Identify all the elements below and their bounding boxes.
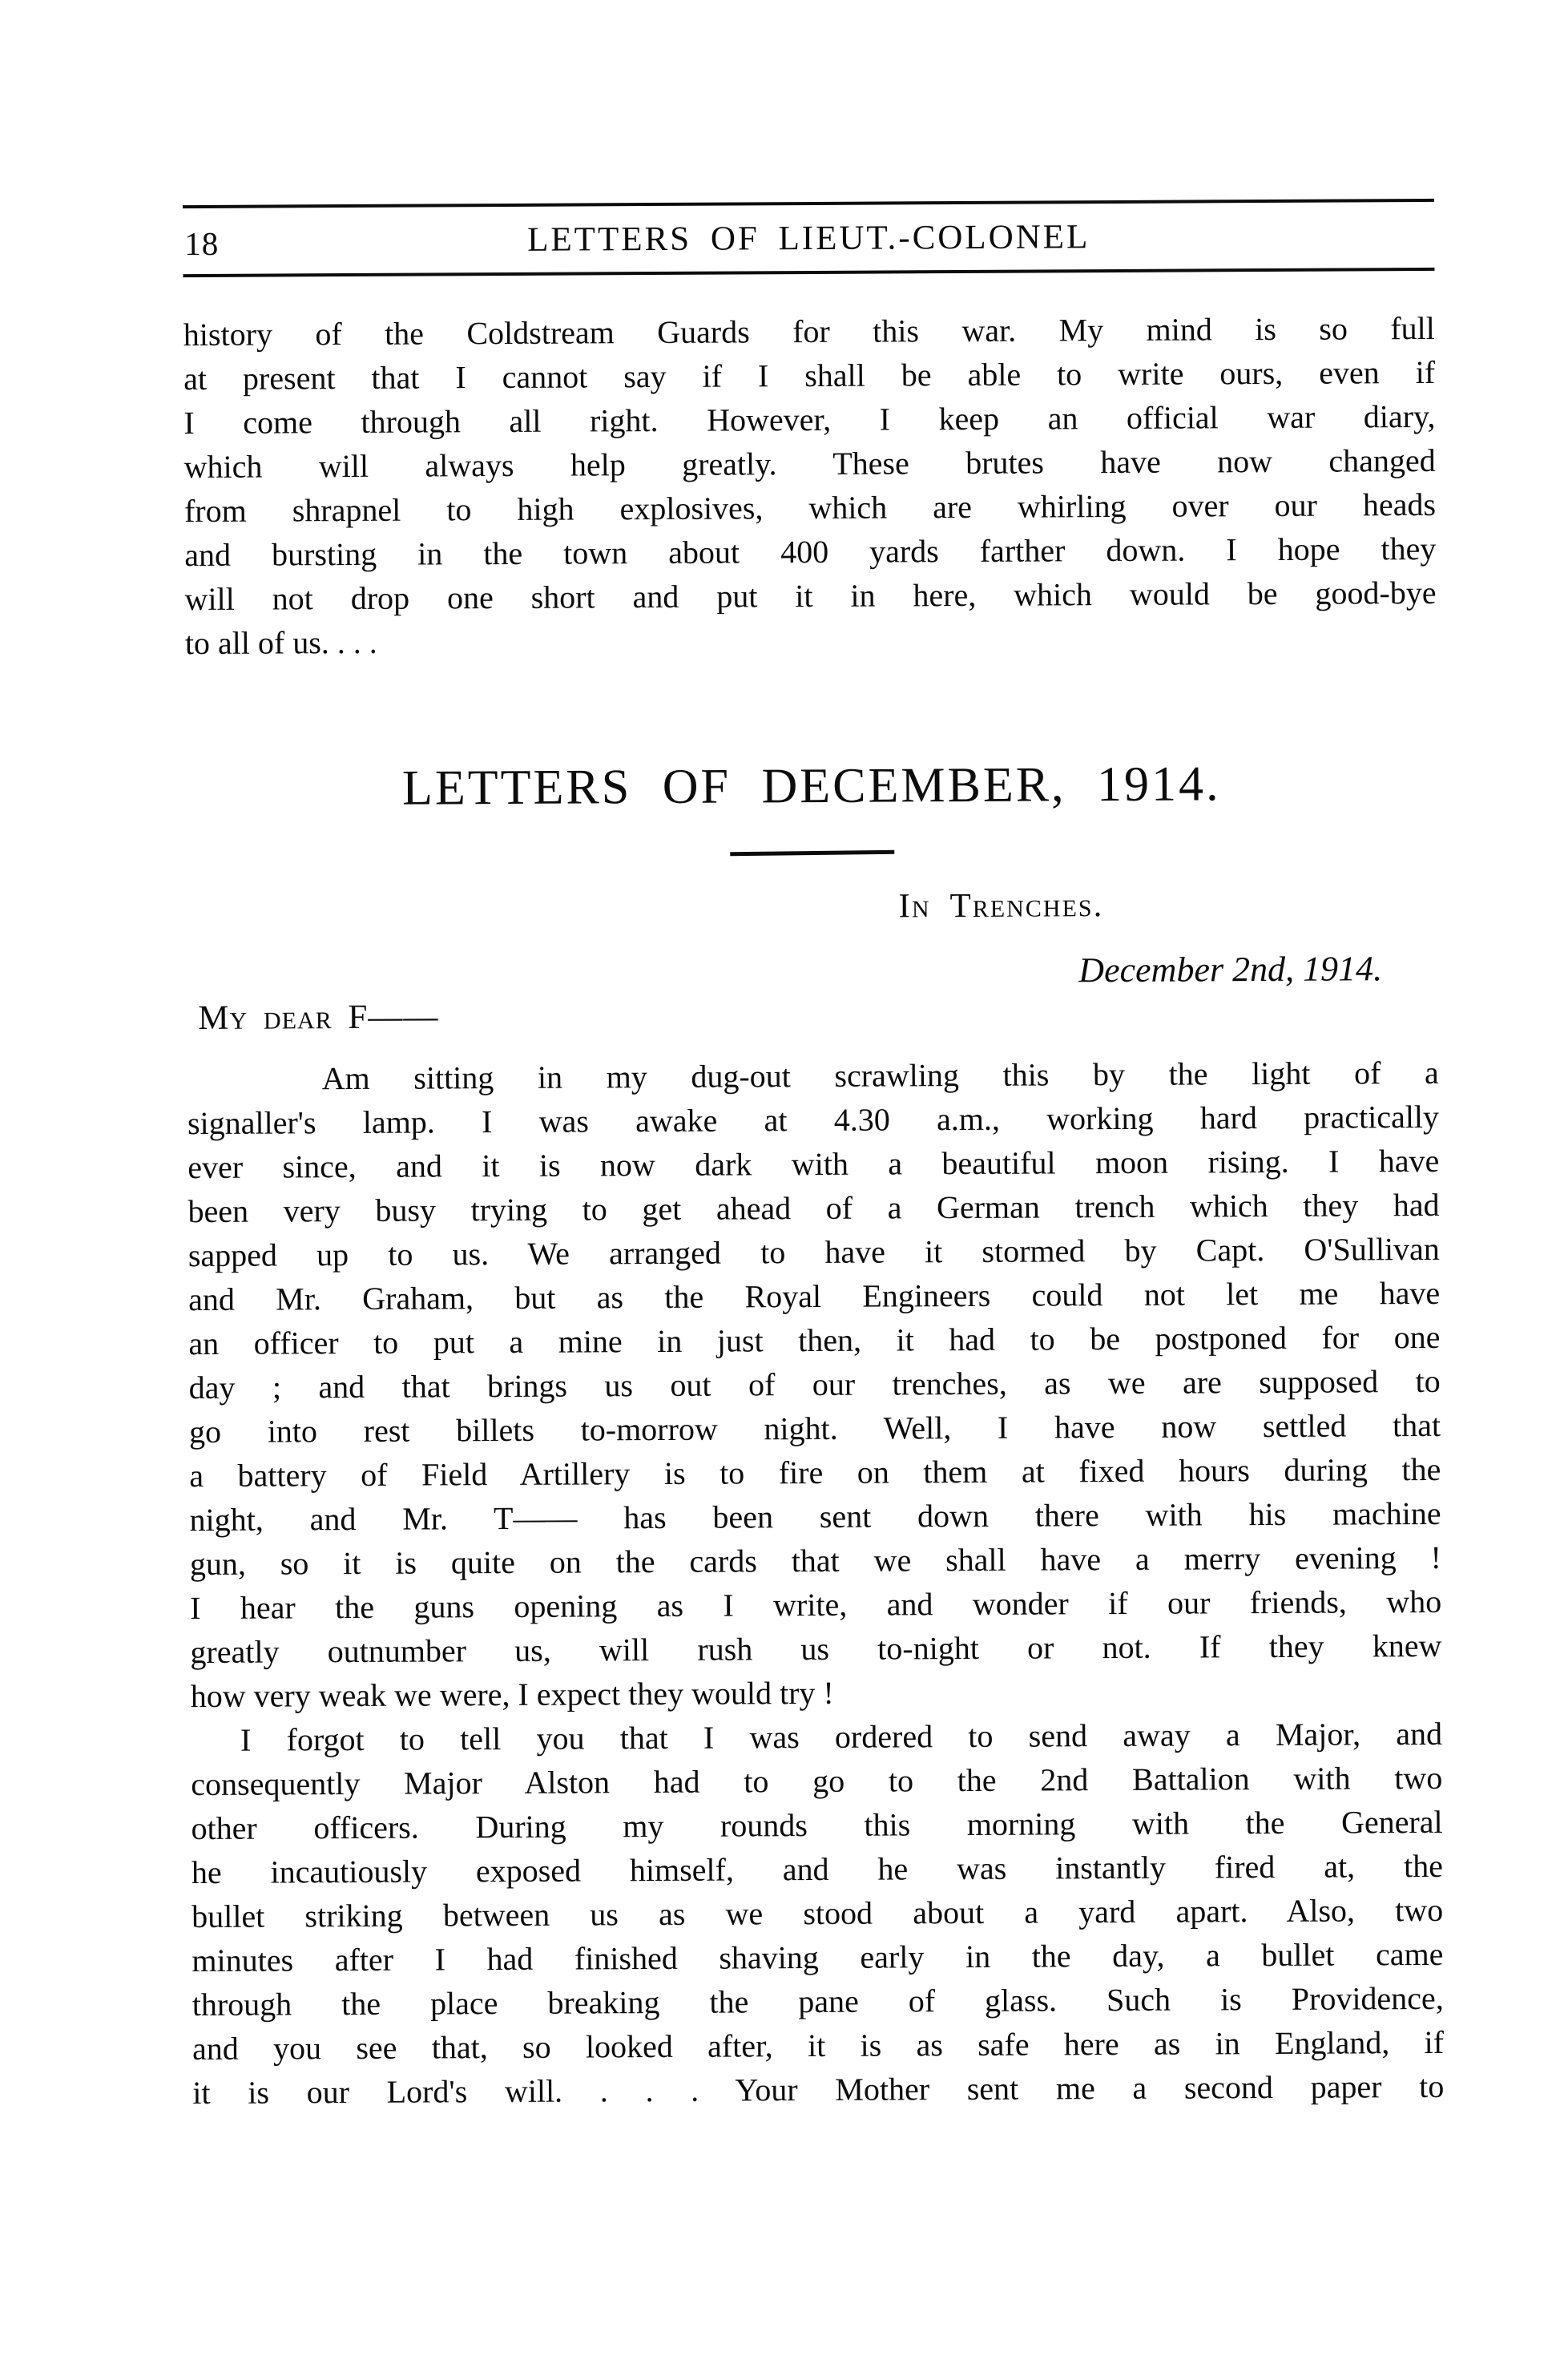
letter-dateline: December 2nd, 1914. [1078,949,1383,990]
text-line: bullet striking between us as we stood about a yard apart. Also, two [191,1891,1444,1935]
text-line: and you see that, so looked after, it is as safe here as in England, if [191,2023,1445,2067]
text-line: night, and Mr. T—— has been sent down there with his machine [189,1495,1441,1539]
text-line: I come through all right. However, I keep an official war diary, [183,397,1436,442]
text-line: it is our Lord's will. . . . Your Mother sent me a second paper to [192,2067,1445,2112]
text-line: which will always help greatly. These brutes have now changed [183,442,1436,486]
text-line: day ; and that brings us out of our trenches, as we are supposed to [188,1362,1441,1406]
text-line: other officers. During my rounds this morning with the General [191,1803,1443,1847]
text-line: sapped up to us. We arranged to have it stormed by Capt. O'Sullivan [187,1230,1440,1274]
text-line: will not drop one short and put it in here, which would be good-bye [184,574,1437,618]
text-line: ever since, and it is now dark with a beautiful moon rising. I have [187,1142,1440,1186]
letter-salutation: My dear F—— [198,998,439,1038]
text-line: how very weak we were, I expect they would try ! [190,1674,834,1715]
text-line: Am sitting in my dug-out scrawling this by the light of a [321,1054,1439,1097]
running-header [183,199,1434,277]
text-line: history of the Coldstream Guards for this war. My mind is so full [183,309,1435,353]
letter-location: In Trenches. [898,886,1104,926]
continuation-paragraphs [183,306,1437,665]
text-line: consequently Major Alston had to go to the 2nd Battalion with two [191,1759,1443,1803]
text-line: I hear the guns opening as I write, and wonder if our friends, who [190,1583,1442,1627]
heading-rule [730,850,894,857]
text-line: an officer to put a mine in just then, it had to be postponed for one [188,1318,1441,1362]
text-line: signaller's lamp. I was awake at 4.30 a.m., working hard practically [187,1098,1440,1142]
running-title: LETTERS OF LIEUT.-COLONEL [527,218,1090,259]
text-line: from shrapnel to high explosives, which are whirling over our heads [183,486,1437,530]
text-line: go into rest billets to-morrow night. Well, I have now settled that [188,1406,1441,1450]
text-line: and Mr. Graham, but as the Royal Engineers could not let me have [188,1274,1441,1318]
text-line: through the place breaking the pane of glass. Such is Providence, [191,1979,1444,2023]
text-line: at present that I cannot say if I shall be able to write ours, even if [183,353,1436,397]
section-heading: LETTERS OF DECEMBER, 1914. [401,756,1221,816]
text-line: been very busy trying to get ahead of a German trench which they had [187,1186,1440,1230]
text-line: minutes after I had finished shaving early in the day, a bullet came [191,1935,1444,1979]
text-line: I forgot to tell you that I was ordered to send away a Major, and [240,1715,1443,1758]
page-content [183,199,1444,2115]
text-line: he incautiously exposed himself, and he was instantly fired at, the [191,1847,1444,1891]
letter-body-paragraphs [187,1051,1445,2115]
text-line: gun, so it is quite on the cards that we shall have a merry evening ! [189,1539,1441,1583]
text-line: and bursting in the town about 400 yards farther down. I hope they [184,530,1437,574]
text-line: greatly outnumber us, will rush us to-night or not. If they knew [190,1627,1442,1671]
text-line: a battery of Field Artillery is to fire on them at fixed hours during the [189,1450,1441,1495]
text-line: to all of us. . . . [184,623,377,662]
page-number: 18 [184,224,220,263]
